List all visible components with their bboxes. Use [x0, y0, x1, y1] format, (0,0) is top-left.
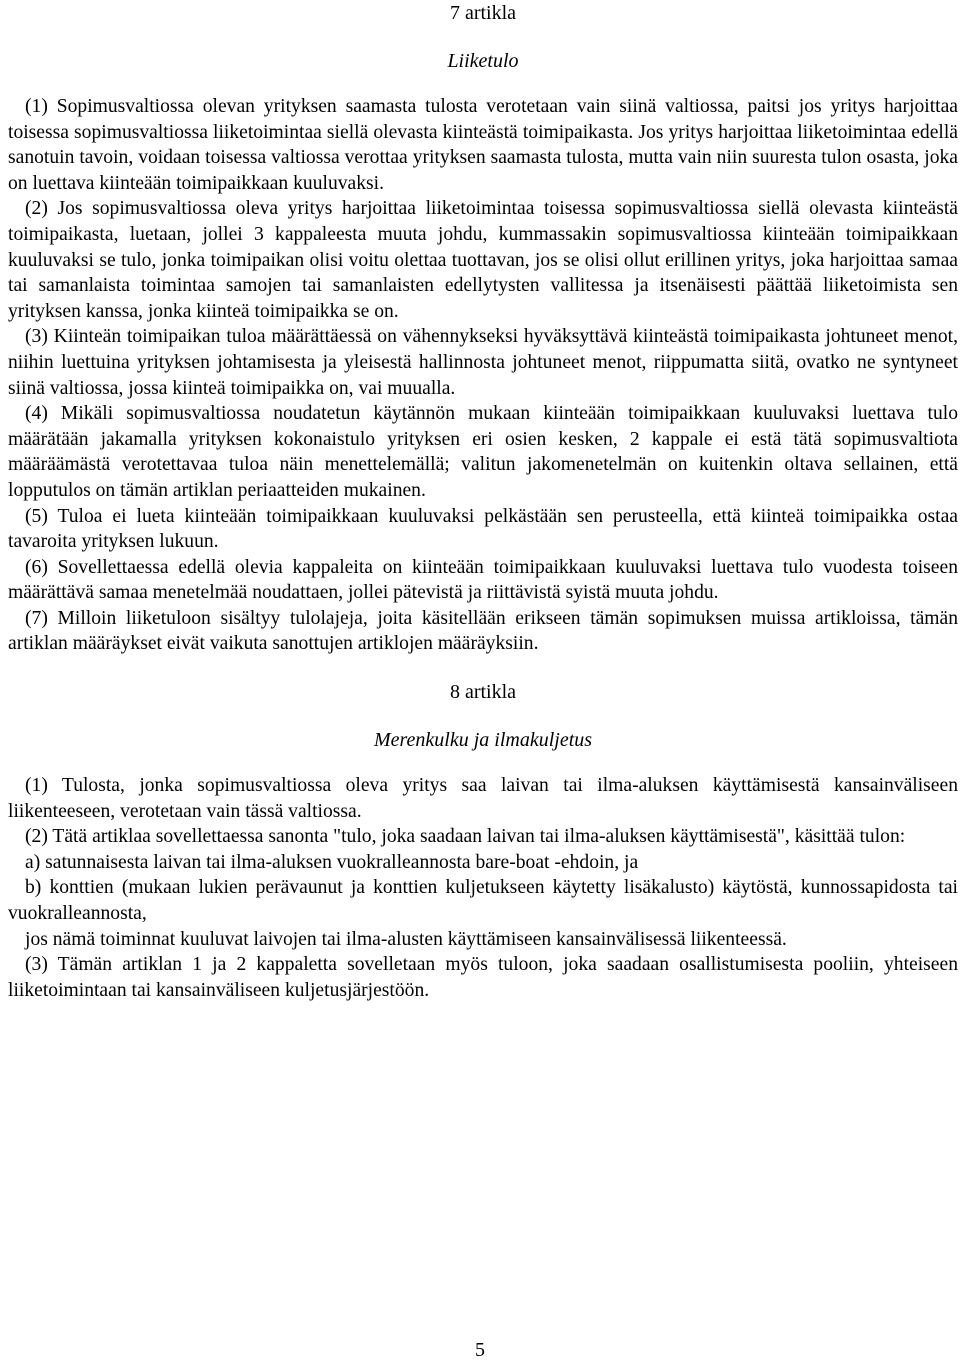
article-8-continuation: jos nämä toiminnat kuuluvat laivojen tai ilma-alusten käyttämiseen kansainvälisessä liikenteessä. [25, 928, 787, 950]
article-7-paragraph-3: (3) Kiinteän toimipaikan tuloa määrättäessä on vähennykseksi hyväksyttävä kiinteästä toimipaikasta johtuneet menot, niihin luettuina yrityksen johtamisesta ja yleisestä hallinnosta johtuneet menot, riippumatta siitä, ovatko ne syntyneet siinä valtiossa, jossa kiinteä toimipaikka on, vai muualla. [8, 326, 958, 399]
article-8-title: Merenkulku ja ilmakuljetus [373, 729, 593, 752]
article-8-paragraph-2: (2) Tätä artiklaa sovellettaessa sanonta "tulo, joka saadaan laivan tai ilma-aluksen käyttämisestä", käsittää tulon: [25, 826, 906, 848]
page-number: 5 [475, 1339, 485, 1361]
article-8-number: 8 artikla [449, 681, 517, 704]
article-7-paragraph-1: (1) Sopimusvaltiossa olevan yrityksen saamasta tulosta verotetaan vain siinä valtiossa, paitsi jos yritys harjoittaa toisessa sopimusvaltiossa liiketoimintaa siellä olevasta kiinteästä toimipaikasta. Jos yritys harjoittaa liiketoimintaa edellä sanotuin tavoin, voidaan toisessa valtiossa verottaa yrityksen saamasta tulosta, mutta vain niin suuresta tulon osasta, joka on luettava kiinteään toimipaikkaan kuuluvaksi. [8, 96, 958, 194]
article-7-paragraph-6: (6) Sovellettaessa edellä olevia kappaleita on kiinteään toimipaikkaan kuuluvaksi luettava tulo vuodesta toiseen määrättävä samaa menetelmää noudattaen, jollei pätevistä ja riittävistä syistä muuta johdu. [8, 556, 958, 604]
article-8-paragraph-3: (3) Tämän artiklan 1 ja 2 kappaletta sovelletaan myös tuloon, joka saadaan osallistumisesta pooliin, yhteiseen liiketoimintaan tai kansainväliseen kuljetusjärjestöön. [8, 954, 958, 1001]
article-7-paragraph-5: (5) Tuloa ei lueta kiinteään toimipaikkaan kuuluvaksi pelkästään sen perusteella, että kiinteä toimipaikka ostaa tavaroita yrityksen lukuun. [8, 505, 958, 553]
article-8-item-a: a) satunnaisesta laivan tai ilma-aluksen vuokralleannosta bare-boat -ehdoin, ja [25, 851, 639, 873]
article-7-paragraph-4: (4) Mikäli sopimusvaltiossa noudatetun käytännön mukaan kiinteään toimipaikkaan kuuluvaksi luettava tulo määrätään jakamalla yrityksen kokonaistulo yrityksen eri osien kesken, 2 kappale ei estä tätä sopimusvaltiota määräämästä verotettavaa tuloa näin menettelemällä; valitun jakomenetelmän on kuitenkin oltava sellainen, että lopputulos on tämän artiklan periaatteiden mukainen. [8, 403, 958, 501]
article-separator [8, 657, 958, 679]
article-8-paragraph-1: (1) Tulosta, jonka sopimusvaltiossa oleva yritys saa laivan tai ilma-aluksen käyttämisestä kansainväliseen liikenteeseen, verotetaan vain tässä valtiossa. [8, 775, 958, 822]
article-7-paragraph-2: (2) Jos sopimusvaltiossa oleva yritys harjoittaa liiketoimintaa toisessa sopimusvaltiossa siellä olevasta kiinteästä toimipaikasta, luetaan, jollei 3 kappaleesta muuta johdu, kummassakin sopimusvaltiossa kiinteään toimipaikkaan kuuluvaksi se tulo, jonka toimipaikan olisi voitu olettaa tuottavan, jos se olisi ollut erillinen yritys, joka harjoittaa samaa tai samanlaista toimintaa samojen tai samanlaisten edellytysten vallitessa ja itsenäisesti päättää liiketoimista sen yrityksen kanssa, jonka kiinteä toimipaikka se on. [8, 198, 958, 322]
article-7-title: Liiketulo [447, 50, 519, 72]
article-8-item-b: b) konttien (mukaan lukien perävaunut ja konttien kuljetukseen käytetty lisäkalusto) käytöstä, kunnossapidosta tai vuokralleannosta, [8, 877, 958, 925]
document-page [8, 0, 958, 1003]
article-7-paragraph-7: (7) Milloin liiketuloon sisältyy tulolajeja, joita käsitellään erikseen tämän sopimuksen muissa artikloissa, tämän artiklan määräykset eivät vaikuta sanottujen artiklojen määräyksiin. [8, 607, 958, 655]
article-7-number: 7 artikla [449, 2, 517, 24]
